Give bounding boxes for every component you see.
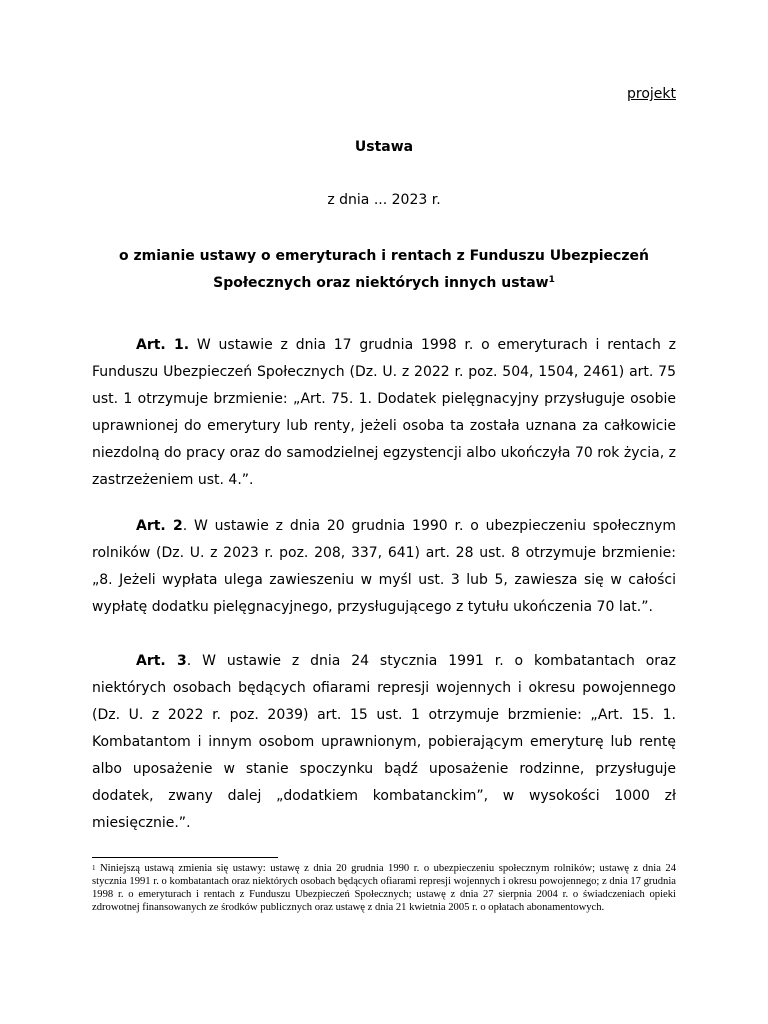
article-1-text: W ustawie z dnia 17 grudnia 1998 r. o emeryturach i rentach z Funduszu Ubezpieczeń Społecznych (Dz. U. z 2022 r. poz. 504, 1504, 2461) art. 75 ust. 1 otrzymuje brzmienie: „Art. 75. 1. Dodatek pielęgnacyjny przysługuje osobie uprawnionej do emerytury lub renty, jeżeli osoba ta została uznana za całkowicie niezdolną do pracy oraz do samodzielnej egzystencji albo ukończyła 70 rok życia, z zastrzeżeniem ust. 4.”. [92,337,676,488]
article-3-label: Art. 3 [136,653,187,669]
footnote [92,862,676,914]
article-1-label: Art. 1. [136,337,190,353]
footnote-marker: 1 [92,864,96,872]
document-subject [92,243,676,297]
document-date: z dnia ... 2023 r. [327,192,441,208]
footnote-text: Niniejszą ustawą zmienia się ustawy: ustawę z dnia 20 grudnia 1990 r. o ubezpieczeniu społecznym rolników; ustawę z dnia 24 stycznia 1991 r. o kombatantach oraz niektórych osobach będących ofiarami represji wojennych i okresu powojennego; z dnia 17 grudnia 1998 r. o emeryturach i rentach z Funduszu Ubezpieczeń Społecznych; ustawę z dnia 27 sierpnia 2004 r. o świadczeniach opieki zdrowotnej finansowanych ze środków publicznych oraz ustawę z dnia 21 kwietnia 2005 r. o opłatach abonamentowych. [92,863,676,913]
article-2-label: Art. 2 [136,518,183,534]
article-3-text: . W ustawie z dnia 24 stycznia 1991 r. o kombatantach oraz niektórych osobach będących ofiarami represji wojennych i okresu powojennego (Dz. U. z 2022 r. poz. 2039) art. 15 ust. 1 otrzymuje brzmienie: „Art. 15. 1. Kombatantom i innym osobom uprawnionym, pobierającym emeryturę lub rentę albo uposażenie w stanie spoczynku bądź uposażenie rodzinne, przysługuje dodatek, zwany dalej „dodatkiem kombatanckim”, w wysokości 1000 zł miesięcznie.”. [92,653,676,831]
article-1 [92,332,676,494]
article-2-text: . W ustawie z dnia 20 grudnia 1990 r. o ubezpieczeniu społecznym rolników (Dz. U. z 2023 r. poz. 208, 337, 641) art. 28 ust. 8 otrzymuje brzmienie: „8. Jeżeli wypłata ulega zawieszeniu w myśl ust. 3 lub 5, zawiesza się w całości wypłatę dodatku pielęgnacyjnego, przysługującego z tytułu ukończenia 70 lat.”. [92,518,676,615]
article-2 [92,513,676,621]
article-3 [92,648,676,837]
footnote-separator [92,857,278,858]
document-title: Ustawa [354,139,414,155]
footnote-reference: 1 [548,275,555,285]
draft-label: projekt [627,86,676,102]
subject-text: o zmianie ustawy o emeryturach i rentach z Funduszu Ubezpieczeń Społecznych oraz niektórych innych ustaw [119,248,649,291]
